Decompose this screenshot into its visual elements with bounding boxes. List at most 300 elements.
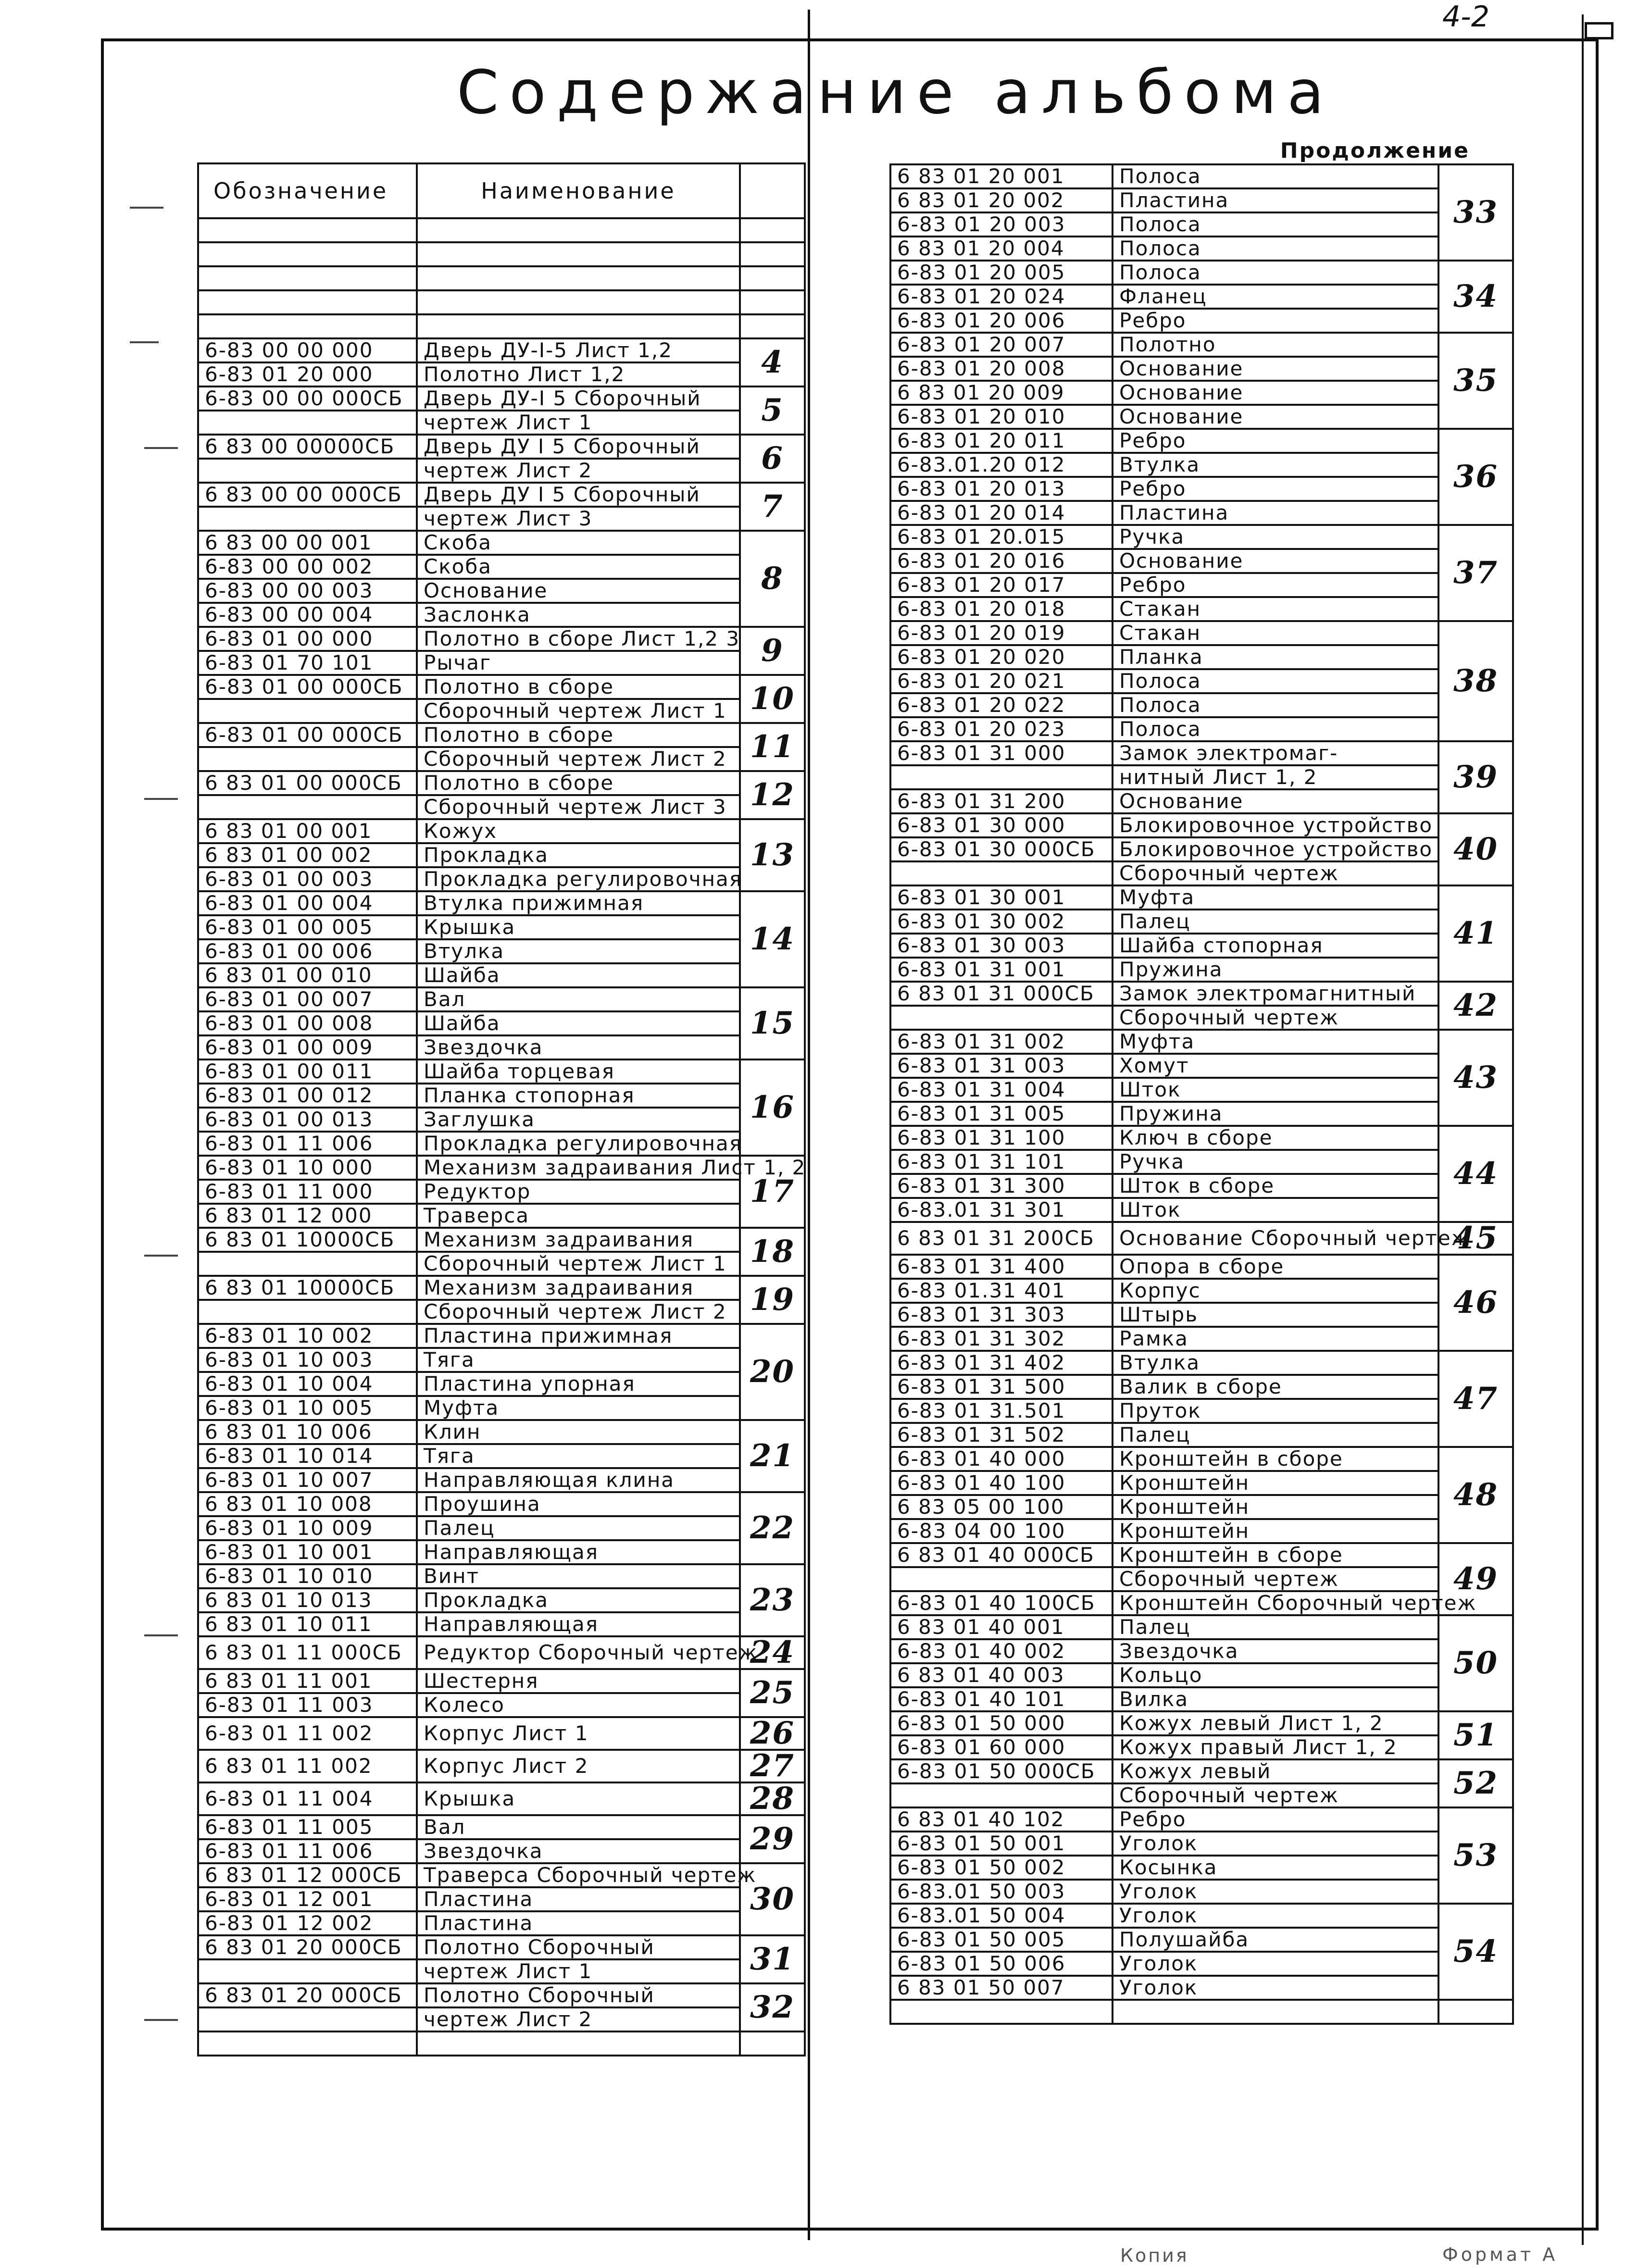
row-name: Шток в сборе [1113, 1174, 1438, 1198]
table-row [890, 453, 1513, 477]
margin-dash [144, 1255, 178, 1257]
row-page-number: 42 [1438, 982, 1513, 1030]
row-name: Звездочка [1113, 1639, 1438, 1663]
table-row [890, 910, 1513, 934]
row-designation: 6-83 01 30 001 [890, 885, 1113, 910]
table-row [198, 795, 805, 819]
row-designation: 6-83 01 31 502 [890, 1423, 1113, 1447]
row-designation [198, 795, 417, 819]
row-designation: 6-83 01 20 022 [890, 693, 1113, 717]
table-row [890, 982, 1513, 1006]
row-name: Полоса [1113, 717, 1438, 741]
row-designation: 6-83 01 20 006 [890, 309, 1113, 333]
row-name: Пластина [417, 1887, 740, 1911]
row-designation: 6-83 01 20.015 [890, 525, 1113, 549]
row-designation: 6-83 01 31 200 [890, 789, 1113, 813]
row-page-number: 27 [740, 1750, 805, 1782]
row-name: Редуктор [417, 1180, 740, 1204]
row-designation: 6-83 01 40 002 [890, 1639, 1113, 1663]
table-row [198, 1444, 805, 1468]
table-row [890, 1351, 1513, 1375]
row-designation: 6-83 01 00 008 [198, 1011, 417, 1035]
row-page-number: 9 [740, 627, 805, 675]
row-name: Блокировочное устройство [1113, 813, 1438, 837]
row-name: нитный Лист 1, 2 [1113, 765, 1438, 789]
row-designation: 6-83 01 00 003 [198, 867, 417, 891]
row-designation: 6-83 01 50 002 [890, 1856, 1113, 1880]
table-row [890, 1976, 1513, 2000]
table-row [198, 1396, 805, 1420]
row-page-number: 15 [740, 987, 805, 1059]
row-name: Замок электромагнитный [1113, 982, 1438, 1006]
row-name: Дверь ДУ-I-5 Лист 1,2 [417, 338, 740, 362]
row-name: Вал [417, 1815, 740, 1839]
row-designation: 6 83 01 10000СБ [198, 1276, 417, 1300]
row-designation [198, 411, 417, 435]
row-name: Скоба [417, 555, 740, 579]
row-designation: 6-83.01 50 004 [890, 1904, 1113, 1928]
row-name: Стакан [1113, 597, 1438, 621]
row-designation: 6-83 01 20 023 [890, 717, 1113, 741]
table-row [890, 1543, 1513, 1567]
row-name: Блокировочное устройство [1113, 837, 1438, 861]
row-designation: 6-83 01 50 005 [890, 1928, 1113, 1952]
row-designation: 6-83 04 00 100 [890, 1519, 1113, 1543]
row-page-number: 51 [1438, 1711, 1513, 1759]
row-name: Палец [1113, 910, 1438, 934]
table-row [198, 1540, 805, 1564]
row-page-number: 41 [1438, 885, 1513, 982]
row-name: Полушайба [1113, 1928, 1438, 1952]
table-row [890, 333, 1513, 357]
row-designation: 6-83 01 50 006 [890, 1952, 1113, 1976]
blank-row [890, 2000, 1513, 2024]
row-designation: 6 83 01 10 013 [198, 1588, 417, 1612]
row-designation: 6-83 01 00 000СБ [198, 723, 417, 747]
row-designation: 6 83 01 20 004 [890, 237, 1113, 261]
row-designation: 6 83 00 00 001 [198, 531, 417, 555]
row-page-number: 29 [740, 1815, 805, 1863]
row-name: Сборочный чертеж Лист 1 [417, 699, 740, 723]
table-row [198, 483, 805, 507]
row-designation: 6-83 01 31 300 [890, 1174, 1113, 1198]
row-designation: 6-83 01 60 000 [890, 1735, 1113, 1759]
row-designation: 6-83 01 31 003 [890, 1054, 1113, 1078]
margin-dash [130, 341, 159, 343]
row-page-number: 6 [740, 435, 805, 483]
row-designation: 6-83 01 40 000 [890, 1447, 1113, 1471]
row-name: Основание [1113, 549, 1438, 573]
row-name: Направляющая [417, 1612, 740, 1636]
row-name: Крышка [417, 1782, 740, 1815]
row-page-number: 13 [740, 819, 805, 891]
contents-table-left [197, 162, 806, 2056]
row-name: Крышка [417, 915, 740, 939]
row-designation: 6-83 00 00 000 [198, 338, 417, 362]
table-row [890, 164, 1513, 188]
row-designation: 6 83 01 20 001 [890, 164, 1113, 188]
table-row [890, 1615, 1513, 1639]
table-row [198, 411, 805, 435]
table-row [890, 1711, 1513, 1735]
row-name: Полотно в сборе Лист 1,2 3 [417, 627, 740, 651]
row-page-number: 25 [740, 1669, 805, 1717]
row-page-number: 24 [740, 1636, 805, 1669]
row-name: Пружина [1113, 958, 1438, 982]
row-name: Кронштейн в сборе [1113, 1447, 1438, 1471]
row-designation: 6-83 01 12 001 [198, 1887, 417, 1911]
row-designation: 6-83 01 31 000 [890, 741, 1113, 765]
table-row [198, 362, 805, 386]
table-row [890, 1078, 1513, 1102]
row-name: Корпус [1113, 1279, 1438, 1303]
row-name: Ключ в сборе [1113, 1126, 1438, 1150]
row-designation: 6 83 01 00 002 [198, 843, 417, 867]
table-row [890, 1783, 1513, 1807]
row-name: Кожух [417, 819, 740, 843]
table-row [198, 1492, 805, 1516]
table-row [890, 188, 1513, 212]
row-name: Ребро [1113, 1807, 1438, 1832]
table-row [198, 1228, 805, 1252]
row-designation: 6-83 01 10 007 [198, 1468, 417, 1492]
table-row [890, 1687, 1513, 1711]
table-row [198, 963, 805, 987]
row-name: Кожух правый Лист 1, 2 [1113, 1735, 1438, 1759]
row-name: Рамка [1113, 1327, 1438, 1351]
table-row [890, 837, 1513, 861]
row-designation: 6-83 01 50 001 [890, 1832, 1113, 1856]
row-name: Дверь ДУ I 5 Сборочный [417, 435, 740, 459]
row-designation: 6-83 01 20 020 [890, 645, 1113, 669]
row-name: чертеж Лист 3 [417, 507, 740, 531]
row-designation: 6 83 01 31 200СБ [890, 1222, 1113, 1255]
row-designation: 6-83 01 00 005 [198, 915, 417, 939]
table-row [198, 1035, 805, 1059]
table-row [198, 1300, 805, 1324]
footer-format-label: Формат А [1442, 2244, 1558, 2265]
row-designation: 6-83 01 30 003 [890, 934, 1113, 958]
row-name: Валик в сборе [1113, 1375, 1438, 1399]
table-row [890, 1567, 1513, 1591]
row-name: Замок электромаг- [1113, 741, 1438, 765]
row-name: Направляющая [417, 1540, 740, 1564]
table-row [890, 1174, 1513, 1198]
table-row [198, 1863, 805, 1887]
row-name: Проушина [417, 1492, 740, 1516]
row-designation: 6 83 00 00000СБ [198, 435, 417, 459]
row-page-number: 49 [1438, 1543, 1513, 1615]
row-designation: 6 83 01 10 006 [198, 1420, 417, 1444]
row-name: Планка [1113, 645, 1438, 669]
row-page-number: 4 [740, 338, 805, 386]
row-designation: 6-83 01 00 012 [198, 1084, 417, 1108]
table-row [890, 669, 1513, 693]
row-name: Редуктор Сборочный чертеж [417, 1636, 740, 1669]
row-designation [890, 861, 1113, 885]
table-row [198, 987, 805, 1011]
row-name: Полотно Лист 1,2 [417, 362, 740, 386]
row-name: Сборочный чертеж Лист 2 [417, 1300, 740, 1324]
row-designation: 6-83 01 20 021 [890, 669, 1113, 693]
blank-row [198, 2031, 805, 2056]
table-row [198, 891, 805, 915]
row-designation: 6-83 01 20 005 [890, 261, 1113, 285]
row-designation: 6-83 01 40 100 [890, 1471, 1113, 1495]
row-name: Палец [417, 1516, 740, 1540]
row-name: Основание [417, 579, 740, 603]
row-page-number: 8 [740, 531, 805, 627]
table-row [198, 771, 805, 795]
row-name: Полотно Сборочный [417, 1935, 740, 1959]
row-designation [198, 699, 417, 723]
row-name: Заглушка [417, 1108, 740, 1132]
row-name: Палец [1113, 1615, 1438, 1639]
table-row [890, 861, 1513, 885]
row-name: Прокладка [417, 1588, 740, 1612]
row-name: Ребро [1113, 429, 1438, 453]
row-name: Уголок [1113, 1880, 1438, 1904]
table-row [890, 1399, 1513, 1423]
row-name: Фланец [1113, 285, 1438, 309]
table-row [198, 1084, 805, 1108]
table-row [890, 1495, 1513, 1519]
row-designation: 6-83 01 50 000СБ [890, 1759, 1113, 1783]
row-designation: 6-83 01 70 101 [198, 651, 417, 675]
row-designation: 6-83 01 20 000 [198, 362, 417, 386]
row-name: Стакан [1113, 621, 1438, 645]
row-designation: 6-83 01 11 003 [198, 1693, 417, 1717]
row-designation [198, 747, 417, 771]
row-page-number: 7 [740, 483, 805, 531]
row-name: Ребро [1113, 309, 1438, 333]
table-row [890, 477, 1513, 501]
row-designation: 6-83 01 10 001 [198, 1540, 417, 1564]
table-row [890, 1222, 1513, 1255]
row-name: Тяга [417, 1444, 740, 1468]
row-designation: 6-83 01 00 013 [198, 1108, 417, 1132]
row-name: Механизм задраивания [417, 1276, 740, 1300]
table-row [890, 1006, 1513, 1030]
row-designation [198, 1252, 417, 1276]
table-row [198, 555, 805, 579]
table-row [890, 1832, 1513, 1856]
row-designation: 6-83 01.31 401 [890, 1279, 1113, 1303]
row-page-number: 35 [1438, 333, 1513, 429]
table-row [890, 1255, 1513, 1279]
row-designation: 6-83 01 12 002 [198, 1911, 417, 1935]
row-name: Пруток [1113, 1399, 1438, 1423]
table-row [890, 1952, 1513, 1976]
margin-dash [130, 207, 163, 209]
center-fold-line [808, 10, 810, 2240]
row-designation: 6-83 01 20 013 [890, 477, 1113, 501]
row-name: Кронштейн [1113, 1519, 1438, 1543]
row-designation: 6-83 01 20 014 [890, 501, 1113, 525]
row-page-number: 32 [740, 1983, 805, 2031]
table-row [890, 717, 1513, 741]
row-name: Пластина прижимная [417, 1324, 740, 1348]
row-page-number: 26 [740, 1717, 805, 1750]
row-page-number: 30 [740, 1863, 805, 1935]
row-page-number: 46 [1438, 1255, 1513, 1351]
table-row [890, 1519, 1513, 1543]
row-designation: 6-83 01 31 302 [890, 1327, 1113, 1351]
row-designation: 6-83 01 10 002 [198, 1324, 417, 1348]
table-row [890, 261, 1513, 285]
row-designation: 6-83 01 11 006 [198, 1839, 417, 1863]
table-row [890, 212, 1513, 237]
row-name: Основание [1113, 789, 1438, 813]
row-designation [890, 765, 1113, 789]
row-designation: 6 83 01 20 000СБ [198, 1935, 417, 1959]
table-row [890, 501, 1513, 525]
row-name: Кронштейн в сборе [1113, 1543, 1438, 1567]
table-row [198, 1887, 805, 1911]
row-name: Косынка [1113, 1856, 1438, 1880]
table-row [890, 285, 1513, 309]
row-name: Колесо [417, 1693, 740, 1717]
row-designation: 6-83 01 40 100СБ [890, 1591, 1113, 1615]
row-designation: 6-83 01 00 009 [198, 1035, 417, 1059]
table-row [890, 549, 1513, 573]
row-designation: 6-83.01 50 003 [890, 1880, 1113, 1904]
row-designation: 6-83.01 31 301 [890, 1198, 1113, 1222]
row-name: Втулка [417, 939, 740, 963]
table-row [890, 429, 1513, 453]
row-designation: 6-83 01 11 000 [198, 1180, 417, 1204]
table-row [198, 338, 805, 362]
row-name: Кронштейн [1113, 1495, 1438, 1519]
row-page-number: 19 [740, 1276, 805, 1324]
table-row [890, 1126, 1513, 1150]
margin-dash [144, 447, 178, 449]
row-page-number: 23 [740, 1564, 805, 1636]
table-row [198, 819, 805, 843]
row-page-number: 31 [740, 1935, 805, 1983]
row-designation: 6-83 01 11 005 [198, 1815, 417, 1839]
table-row [198, 1669, 805, 1693]
table-row [890, 1928, 1513, 1952]
row-name: Сборочный чертеж Лист 3 [417, 795, 740, 819]
table-row [198, 915, 805, 939]
row-page-number: 37 [1438, 525, 1513, 621]
table-row [890, 813, 1513, 837]
row-name: Основание [1113, 405, 1438, 429]
page-title: Содержание альбома [457, 58, 1335, 127]
row-page-number: 11 [740, 723, 805, 771]
table-row [198, 2007, 805, 2031]
row-name: Дверь ДУ I 5 Сборочный [417, 483, 740, 507]
row-page-number: 20 [740, 1324, 805, 1420]
row-page-number: 14 [740, 891, 805, 987]
row-page-number: 33 [1438, 164, 1513, 261]
table-row [890, 1759, 1513, 1783]
row-designation: 6-83 01 31 303 [890, 1303, 1113, 1327]
row-name: Муфта [1113, 885, 1438, 910]
row-designation: 6-83 01 20 017 [890, 573, 1113, 597]
row-designation [198, 2007, 417, 2031]
row-designation: 6-83 01 31 402 [890, 1351, 1113, 1375]
row-page-number: 43 [1438, 1030, 1513, 1126]
table-row [198, 435, 805, 459]
table-row [198, 1564, 805, 1588]
row-name: Полоса [1113, 237, 1438, 261]
row-name: Основание [1113, 381, 1438, 405]
row-name: Траверса Сборочный чертеж [417, 1863, 740, 1887]
row-page-number: 22 [740, 1492, 805, 1564]
row-designation: 6 83 01 11 001 [198, 1669, 417, 1693]
table-row [890, 1807, 1513, 1832]
row-designation: 6 83 01 10 011 [198, 1612, 417, 1636]
table-header-row [198, 163, 805, 218]
row-name: Звездочка [417, 1839, 740, 1863]
row-name: Пластина [1113, 501, 1438, 525]
table-row [198, 507, 805, 531]
row-designation: 6-83 01 31.501 [890, 1399, 1113, 1423]
row-designation: 6-83 01 31 100 [890, 1126, 1113, 1150]
table-row [198, 1011, 805, 1035]
table-row [198, 723, 805, 747]
row-designation: 6-83 01 40 101 [890, 1687, 1113, 1711]
row-name: Хомут [1113, 1054, 1438, 1078]
row-name: Муфта [417, 1396, 740, 1420]
row-designation: 6-83 01 00 006 [198, 939, 417, 963]
row-name: Кронштейн Сборочный чертеж [1113, 1591, 1438, 1615]
row-page-number: 52 [1438, 1759, 1513, 1807]
row-page-number: 39 [1438, 741, 1513, 813]
row-name: Уголок [1113, 1832, 1438, 1856]
row-designation: 6-83 01 20 016 [890, 549, 1113, 573]
row-designation: 6 83 01 40 003 [890, 1663, 1113, 1687]
row-designation: 6-83 01 20 024 [890, 285, 1113, 309]
row-name: Траверса [417, 1204, 740, 1228]
table-row [198, 1372, 805, 1396]
row-designation: 6-83 01 10 014 [198, 1444, 417, 1468]
table-row [890, 1198, 1513, 1222]
row-designation: 6 83 01 40 000СБ [890, 1543, 1113, 1567]
table-row [890, 1735, 1513, 1759]
row-page-number: 54 [1438, 1904, 1513, 2000]
contents-table-right [889, 163, 1514, 2025]
row-page-number: 40 [1438, 813, 1513, 885]
table-row [198, 1839, 805, 1863]
row-designation: 6-83 01 31 101 [890, 1150, 1113, 1174]
table-row [890, 1471, 1513, 1495]
row-name: Полоса [1113, 693, 1438, 717]
row-page-number: 44 [1438, 1126, 1513, 1222]
header-name: Наименование [417, 163, 740, 218]
row-designation: 6-83 01 11 004 [198, 1782, 417, 1815]
row-designation: 6-83 01 10 005 [198, 1396, 417, 1420]
row-designation: 6-83 00 00 000СБ [198, 386, 417, 411]
row-designation: 6 83 01 10000СБ [198, 1228, 417, 1252]
row-designation: 6-83 01 20 018 [890, 597, 1113, 621]
row-name: Звездочка [417, 1035, 740, 1059]
row-designation: 6 83 01 20 000СБ [198, 1983, 417, 2007]
row-name: Шток [1113, 1198, 1438, 1222]
row-page-number: 17 [740, 1156, 805, 1228]
row-designation: 6 83 01 40 102 [890, 1807, 1113, 1832]
row-page-number: 36 [1438, 429, 1513, 525]
table-row [198, 459, 805, 483]
table-row [890, 309, 1513, 333]
row-name: Прокладка регулировочная [417, 1132, 740, 1156]
corner-stamp-box [1585, 22, 1613, 39]
row-designation: 6-83 01 10 004 [198, 1372, 417, 1396]
table-row [198, 699, 805, 723]
table-row [890, 1303, 1513, 1327]
